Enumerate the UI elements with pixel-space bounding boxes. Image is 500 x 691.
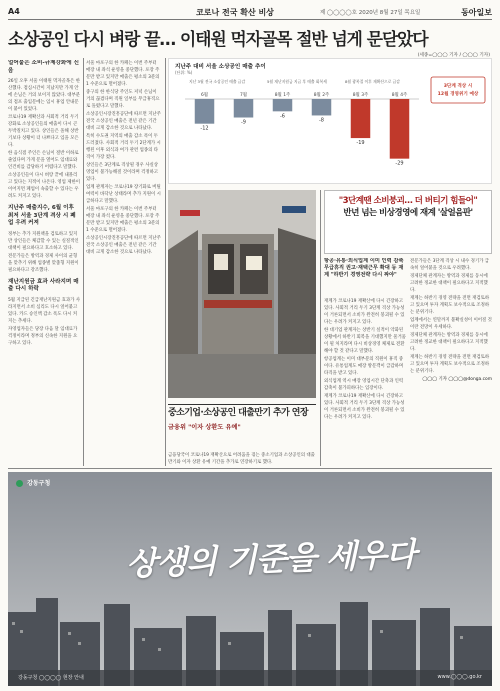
ad-slogan: 상생의 기준을 세우다: [125, 534, 417, 584]
mid-subhead: 금융위 "이자 상환도 유예": [168, 424, 241, 431]
left-article: [8, 60, 80, 464]
right-subhead: [324, 258, 406, 298]
mid-article-body: [168, 452, 316, 466]
right-col-1: [324, 298, 406, 466]
advertisement: [8, 472, 492, 686]
sales-chart: [168, 58, 492, 184]
center-paragraph: 상인들은 3단계로 격상될 경우 사실상 영업이 불가능해질 것이라며 걱정하고 있다.: [86, 163, 159, 182]
right-subhead-text: 항공·유통·외식업계 이미 인력 감축 무급휴직 권고·재택근무 확대 등 재계 "하반기 경영전략 다시 짜야": [324, 258, 404, 278]
chart-bar: [195, 99, 215, 124]
left-paragraph: 전문가들은 방역과 경제 사이의 균형을 맞추기 위해 업종별 맞춤형 지원이 필요하다고 강조했다.: [8, 253, 79, 273]
chart-annotation: 지난 3월 전국 소상공인 매출 급감: [189, 79, 246, 84]
left-paragraph: 5월 지급된 긴급재난지원금 효과가 사라지면서 소비 심리도 다시 얼어붙고 있다. 카드 승인액 감소 폭도 다시 커지는 추세다.: [8, 297, 80, 324]
ad-divider: [8, 468, 492, 469]
left-paragraph: 정부는 추가 지원책을 검토하고 있지만 상인들은 체감할 수 있는 실질적인 대책이 필요하다고 호소하고 있다.: [8, 231, 79, 251]
right-paragraph: 항공업계는 이미 대부분의 직원이 휴직 중이다. 유통업계도 매장 방문객이 급감하며 타격을 받고 있다.: [324, 357, 404, 376]
chart-unit: (단위: %): [175, 70, 193, 75]
right-paragraph: 업계에서는 연말까지 불확실성이 이어질 것이란 전망이 우세하다.: [410, 318, 492, 330]
news-photo: [168, 190, 316, 398]
right-quote-text: "3단계땐 소비붕괴… 더 버티기 힘들어": [338, 196, 478, 206]
center-paragraph: 소상공인시장진흥공단에 따르면 지난주 전국 소상공인 매출은 전년 같은 기간 대비 크게 감소한 것으로 나타났다.: [86, 236, 161, 255]
right-paragraph: 한 대기업 관계자는 상반기 실적이 악화된 상황에서 하반기 회복을 기대했지만 물거품이 될 처지라며 다시 비상경영 체제로 전환해야 할 것 같다고 말했다.: [324, 328, 406, 354]
chart-annotation: 5월 재난지원금 지급 후 매출 회복세: [267, 79, 327, 84]
chart-category-label: 8월 3주: [352, 93, 369, 98]
chart-value-label: -6: [280, 113, 285, 120]
left-paragraph: 자영업자들은 당장 다음 달 임대료가 걱정이라며 정부의 신속한 지원을 요구하고 있다.: [8, 326, 78, 346]
right-paragraph: 재계가 코로나19 재확산에 다시 긴장하고 있다. 사회적 거리 두기 3단계 격상 가능성이 거론되면서 소비가 완전히 붕괴될 수 있다는 우려가 커지고 있다.: [324, 299, 405, 325]
left-kicker: 얼어붙은 소비-규제강화에 신음: [8, 60, 80, 74]
center-paragraph: 서울 마포구의 한 카페는 이번 주부터 매장 내 좌석 운영을 중단했다. 포장 주문만 받고 있지만 매출은 평소의 3분의 1 수준으로 떨어졌다.: [86, 61, 160, 87]
right-paragraph: 재계는 하반기 경영 전략을 전면 재검토하고 있으며 투자 계획도 보수적으로 조정하는 분위기다.: [410, 296, 490, 315]
chart-value-label: -29: [395, 160, 404, 167]
column-divider: [165, 58, 166, 466]
right-byline: ◯◯◯ 기자 ◯◯◯@donga.com: [422, 377, 492, 382]
ad-logo-text: 강동구청: [27, 480, 51, 487]
right-paragraph: 재계는 하반기 경영 전략을 전면 재검토하고 있으며 투자 계획도 보수적으로 조정하는 분위기다.: [410, 355, 490, 374]
chart-bar: [273, 99, 293, 111]
top-bar: [8, 4, 492, 20]
right-paragraph: 경제단체 관계자는 방역과 경제를 동시에 고려한 정교한 대책이 필요하다고 지적했다.: [410, 274, 488, 293]
left-paragraph: 한 음식점 주인은 손님이 절반 이하로 줄었다며 가게 문을 열어도 임대료와 인건비를 감당하기 어렵다고 말했다.: [8, 151, 79, 170]
column-divider: [320, 190, 321, 466]
section-title: 코로나 전국 확산 비상: [196, 8, 274, 17]
chart-bar: [390, 99, 410, 159]
chart-value-label: -19: [356, 140, 365, 147]
chart-plot: [169, 59, 491, 183]
page-number: A4: [8, 7, 20, 16]
right-headline-box: [324, 190, 492, 254]
ad-footer-right: www.◯◯◯.go.kr: [437, 674, 482, 680]
chart-category-label: 8월 2주: [313, 93, 330, 98]
chart-badge-box: [431, 77, 485, 103]
left-subhead: 재난지원금 효과 사라지며 매출 다시 하락: [8, 278, 79, 292]
chart-title: 지난주 대비 서울 소상공인 매출 추이: [175, 64, 266, 70]
left-paragraph: 26일 오후 서울 이태원 먹자골목은 한산했다. 점심시간이 지났지만 가게 안에 손님은 거의 보이지 않았다. 대부분의 점포 출입문에는 임시 휴업 안내문이 붙어 있었다.: [8, 79, 80, 112]
chart-category-label: 8월 4주: [391, 93, 408, 98]
chart-category-label: 6월: [200, 93, 209, 98]
right-quote: [331, 195, 485, 207]
center-paragraph: 업계 관계자는 코로나19 장기화로 버틸 여력이 바닥난 상태라며 추가 지원이 시급하다고 말했다.: [86, 185, 161, 204]
mid-article-header: [168, 404, 316, 450]
mid-headline: 중소기업·소상공인 대출만기 추가 연장: [168, 408, 308, 418]
chart-badge-text: 12월 경영위기 예상: [437, 92, 479, 97]
left-paragraph: 코로나19 재확산과 사회적 거리 두기 강화로 소상공인들의 매출이 다시 곤두박질치고 있다. 상인들은 올해 상반기보다 상황이 더 나쁘다고 입을 모은다.: [8, 115, 79, 148]
chart-bar: [234, 99, 254, 118]
column-divider: [83, 58, 84, 466]
right-paragraph: 전문가들은 3단계 격상 시 내수 경기가 급속히 얼어붙을 것으로 우려했다.: [410, 259, 490, 271]
chart-annotation: 8월 광복절 이후 재확산으로 급감: [345, 79, 400, 84]
ad-footer-left: 강동구청 ◯◯◯◯ 현장 안내: [18, 675, 84, 681]
center-article: [86, 60, 162, 464]
chart-value-label: -8: [319, 117, 324, 124]
ad-logo: [16, 478, 50, 487]
publisher-name: 동아일보: [461, 8, 492, 17]
right-col-2: [410, 258, 492, 466]
left-subhead: 지난주 매출지수, 6월 이후 최저 서울 3단계 격상 시 폐업 우려 커져: [8, 205, 76, 226]
right-paragraph: 외식업계 역시 매장 영업시간 단축과 인력 감축이 불가피하다는 입장이다.: [324, 379, 404, 391]
center-paragraph: 서울 마포구의 한 카페는 이번 주부터 매장 내 좌석 운영을 중단했다. 포장 주문만 받고 있지만 매출은 평소의 3분의 1 수준으로 떨어졌다.: [86, 207, 160, 233]
center-paragraph: 특히 수도권 지역의 매출 감소 폭이 두드러졌다. 사회적 거리 두기 2단계가 시행된 이후 외식과 여가 관련 업종의 타격이 가장 컸다.: [86, 134, 161, 160]
right-headline: 반년 넘는 비상경영에 재계 '살얼음판': [343, 208, 473, 218]
center-paragraph: 소상공인시장진흥공단에 따르면 지난주 전국 소상공인 매출은 전년 같은 기간 대비 크게 감소한 것으로 나타났다.: [86, 112, 161, 131]
street-photo-illustration: [168, 190, 316, 398]
left-paragraph: 소상공인들이 다시 벼랑 끝에 내몰리고 있다는 지적이 나온다. 영업 제한이 이어지면 폐업이 속출할 수 있다는 우려도 커지고 있다.: [8, 173, 80, 199]
chart-value-label: -12: [200, 125, 209, 132]
ad-logo-icon: [16, 480, 23, 487]
main-byline: (세종=◯◯◯ 기자 / ◯◯◯ 기자): [417, 53, 490, 58]
main-headline: 소상공인 다시 벼랑 끝… 이태원 먹자골목 절반 넘게 문닫았다: [8, 29, 428, 49]
right-paragraph: 경제단체 관계자는 방역과 경제를 동시에 고려한 정교한 대책이 필요하다고 지적했다.: [410, 333, 488, 352]
center-paragraph: 중구의 한 한식당 주인도 저녁 손님이 거의 끊겼다며 직원 일부를 무급휴직으로 돌렸다고 말했다.: [86, 90, 160, 109]
chart-category-label: 8월 1주: [274, 93, 291, 98]
chart-value-label: -9: [241, 119, 246, 126]
chart-category-label: 7월: [239, 93, 248, 98]
issue-date: 제 ◯◯◯◯호 2020년 8월 27일 목요일: [320, 10, 421, 16]
mid-paragraph: 금융당국이 코로나19 재확산으로 어려움을 겪는 중소기업과 소상공인의 대출 만기와 이자 상환 유예 기간을 추가로 연장하기로 했다.: [168, 453, 315, 465]
right-paragraph: 재계가 코로나19 재확산에 다시 긴장하고 있다. 사회적 거리 두기 3단계 격상 가능성이 거론되면서 소비가 완전히 붕괴될 수 있다는 우려가 커지고 있다.: [324, 394, 405, 420]
chart-bar: [312, 99, 332, 115]
chart-badge-text: 3단계 격상 시: [443, 84, 473, 89]
chart-bar: [351, 99, 371, 138]
